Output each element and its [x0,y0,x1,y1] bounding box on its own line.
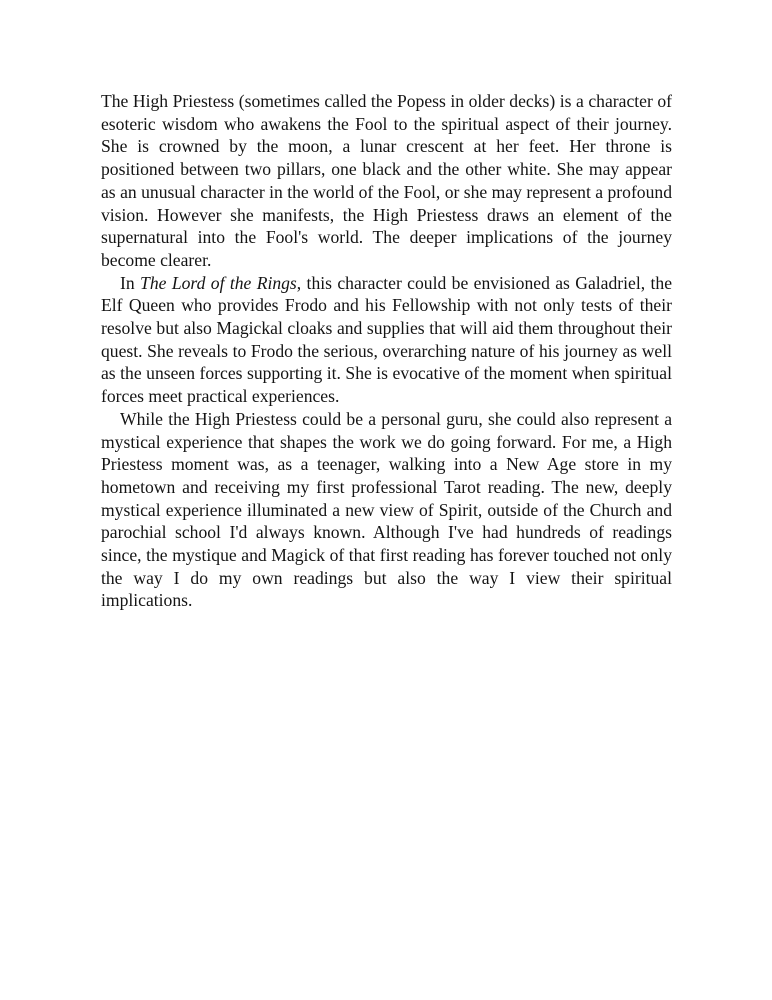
paragraph-lotr-rest: , this character could be envisioned as Galadriel, the Elf Queen who provides Frodo and his Fellowship with not only tests of their resolve but also Magickal cloaks and supplies that will aid them throughout their quest. She reveals to Frodo the serious, overarching nature of his journey as well as the unseen forces supporting it. She is evocative of the moment when spiritual forces meet practical experiences. [101,272,673,407]
paragraph-lotr-lead: In [120,272,141,293]
paragraph-high-priestess-intro: The High Priestess (sometimes called the Popess in older decks) is a character of esoteric wisdom who awakens the Fool to the spiritual aspect of their journey. She is crowned by the moon, a lunar crescent at her feet. Her throne is positioned between two pillars, one black and the other white. She may appear as an unusual character in the world of the Fool, or she may represent a profound vision. However she manifests, the High Priestess draws an element of the supernatural into the Fool's world. The deeper implications of the journey become clearer. [101,91,672,270]
page-body [101,90,672,612]
paragraph-personal-experience: While the High Priestess could be a personal guru, she could also represent a mystical experience that shapes the work we do going forward. For me, a High Priestess moment was, as a teenager, walking into a New Age store in my hometown and receiving my first professional Tarot reading. The new, deeply mystical experience illuminated a new view of Spirit, outside of the Church and parochial school I'd always known. Although I've had hundreds of readings since, the mystique and Magick of that first reading has forever touched not only the way I do my own readings but also the way I view their spiritual implications. [101,408,672,611]
book-title-italic: The Lord of the Rings [140,272,297,293]
paragraph-lord-of-the-rings [101,272,672,408]
